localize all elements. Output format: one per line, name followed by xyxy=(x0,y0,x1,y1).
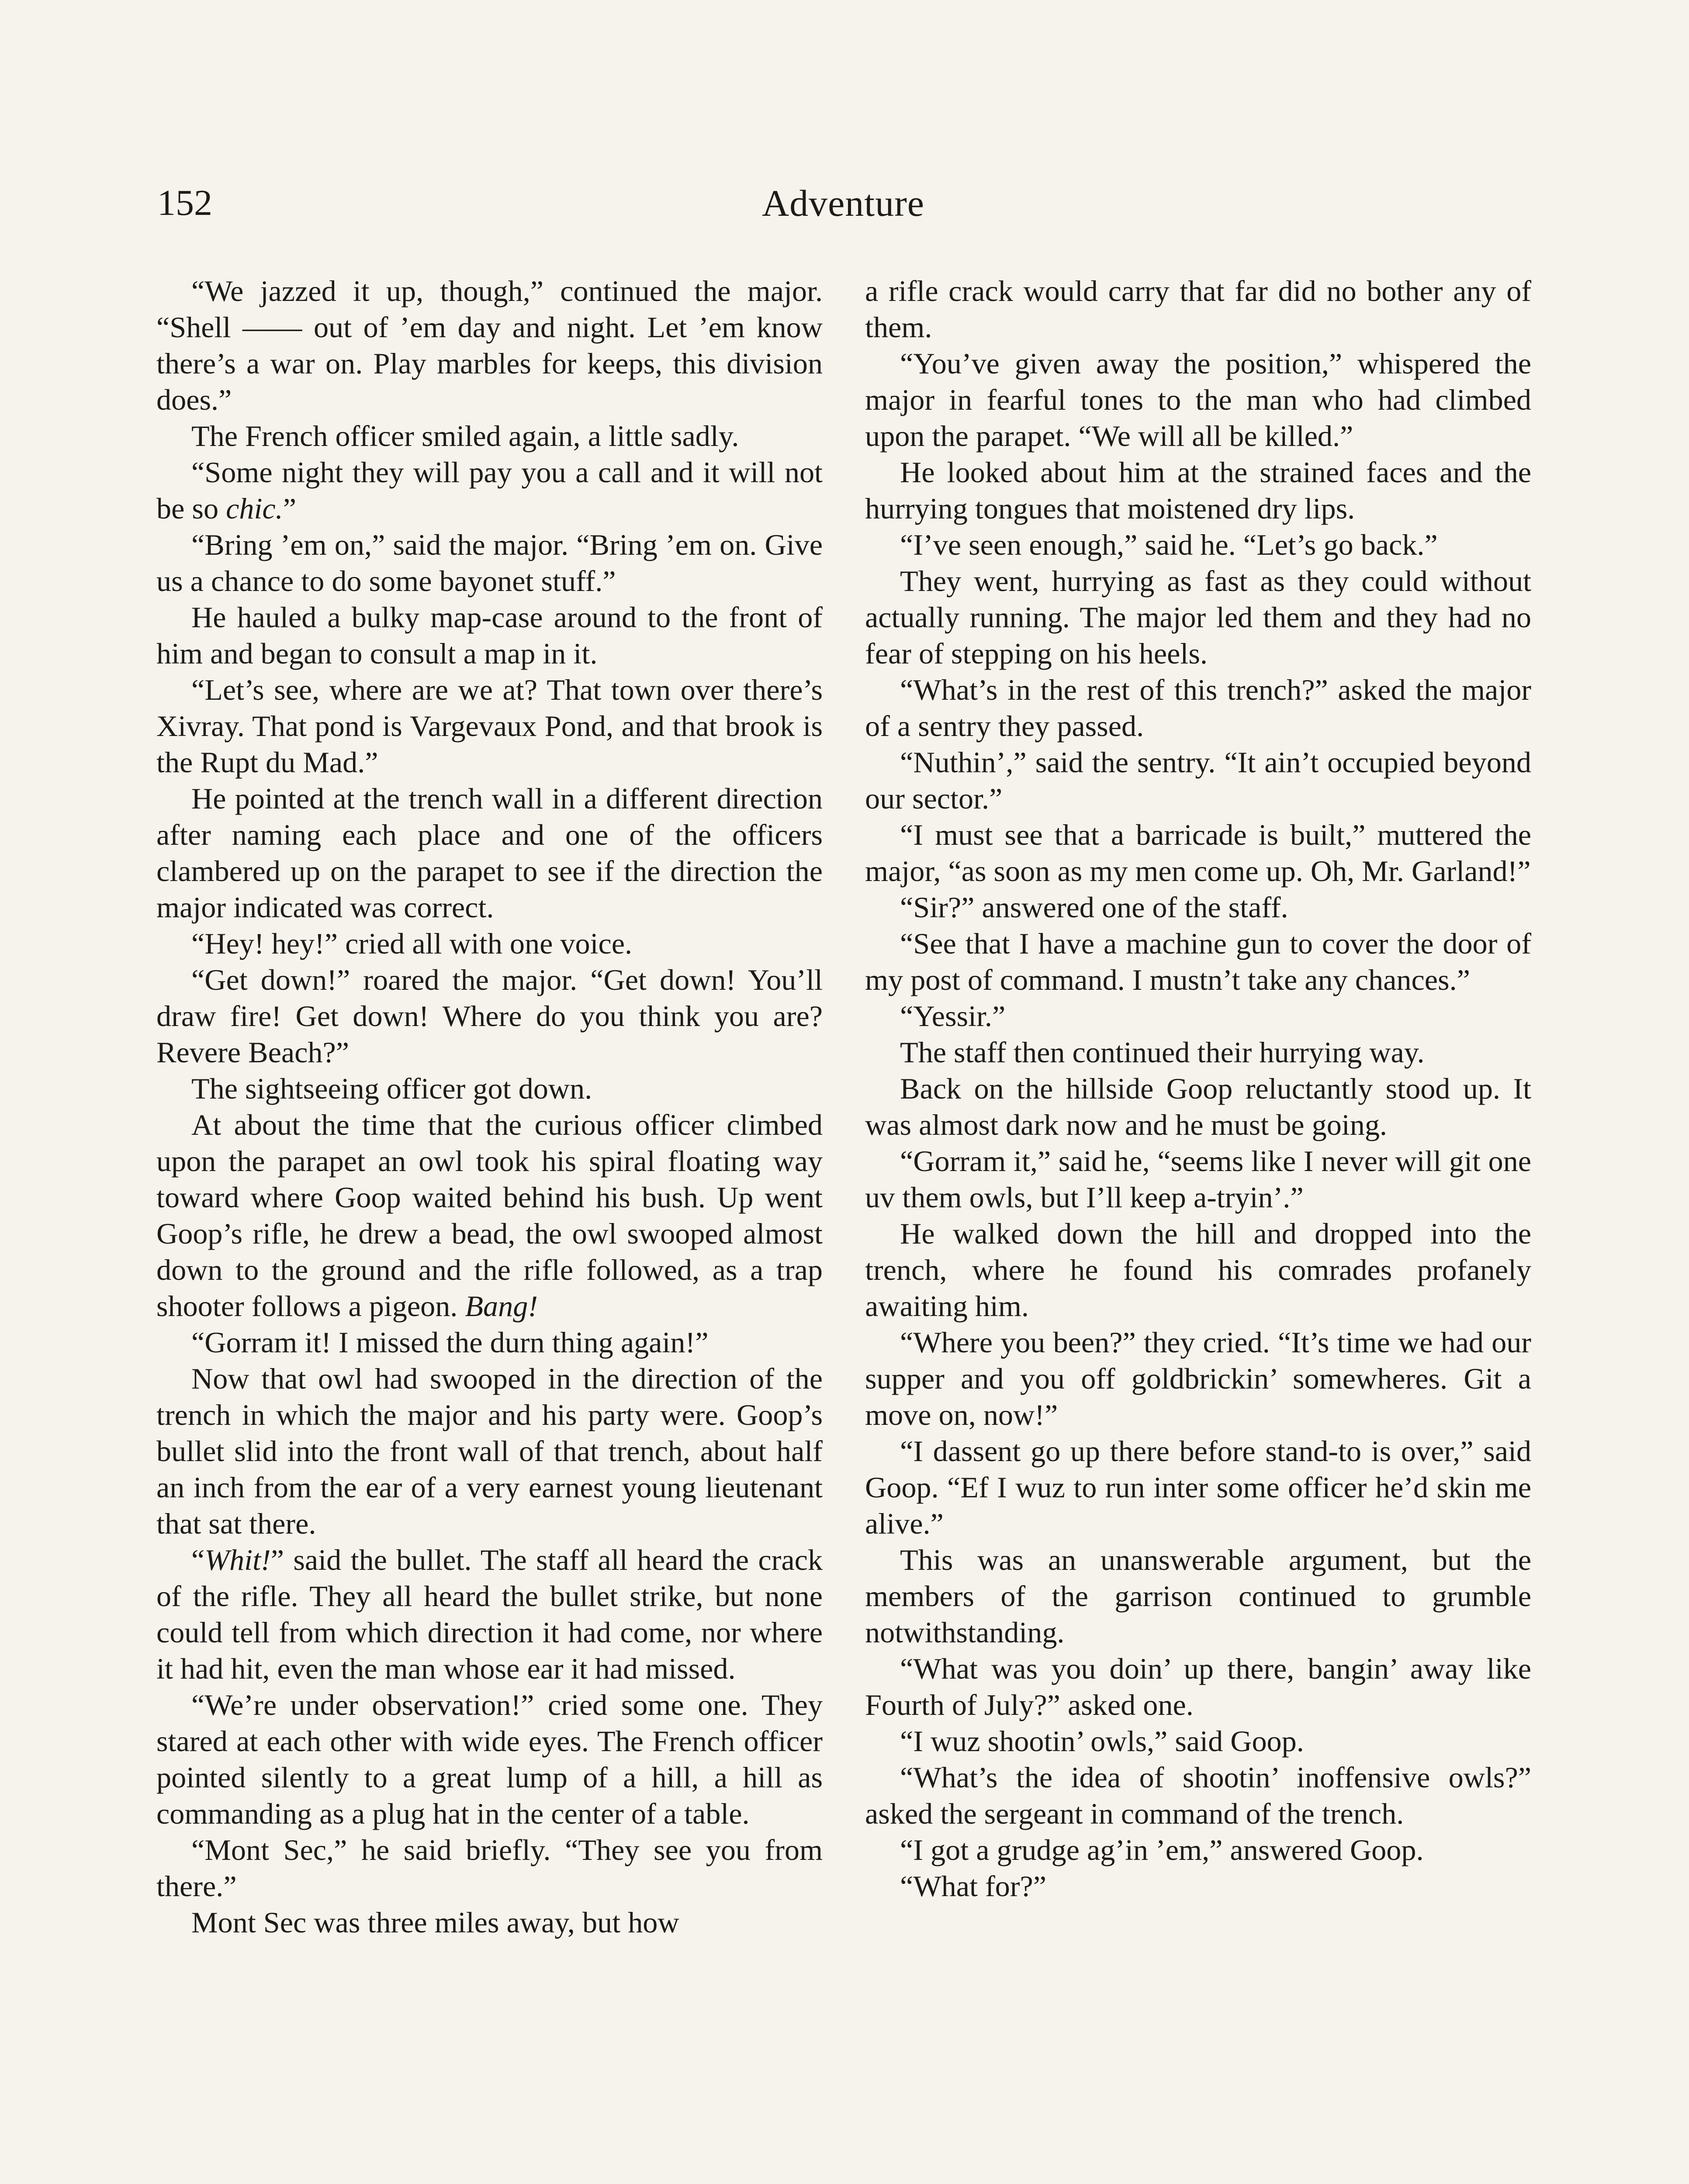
paragraph: “Nuthin’,” said the sentry. “It ain’t occupied beyond our sector.” xyxy=(865,746,1531,815)
paragraph: Back on the hillside Goop reluctantly stood up. It was almost dark now and he must be going. xyxy=(865,1072,1531,1141)
paragraph: He looked about him at the strained faces and the hurrying tongues that moistened dry lips. xyxy=(865,456,1531,525)
running-title: Adventure xyxy=(762,182,924,224)
paragraph: “Gorram it! I missed the durn thing again!” xyxy=(191,1326,709,1359)
paragraph: a rifle crack would carry that far did no bother any of them. xyxy=(865,274,1531,344)
paragraph: “See that I have a machine gun to cover the door of my post of command. I mustn’t take any chances.” xyxy=(865,927,1531,996)
paragraph: “Yessir.” xyxy=(900,999,1006,1033)
text-column-left xyxy=(156,273,823,1941)
paragraph: “What for?” xyxy=(900,1870,1047,1903)
paragraph: “Let’s see, where are we at? That town over there’s Xivray. That pond is Vargevaux Pond, and that brook is the Rupt du Mad.” xyxy=(156,673,823,779)
paragraph: “We’re under observation!” cried some one. They stared at each other with wide eyes. The French officer pointed silently to a great lump of a hill, a hill as commanding as a plug hat in the center of a table. xyxy=(156,1688,823,1830)
paragraph: “What’s in the rest of this trench?” asked the major of a sentry they passed. xyxy=(865,673,1531,743)
paragraph: The French officer smiled again, a little sadly. xyxy=(191,419,739,453)
italic-text: Whit! xyxy=(204,1543,271,1576)
paragraph: “Hey! hey!” cried all with one voice. xyxy=(191,927,633,960)
page-header xyxy=(157,175,1529,232)
text-column-right xyxy=(865,273,1531,1904)
text-run: ” xyxy=(283,492,296,525)
paragraph: “You’ve given away the position,” whispered the major in fearful tones to the man who had climbed upon the parapet. “We will all be killed.” xyxy=(865,347,1531,453)
page-number: 152 xyxy=(157,183,212,223)
paragraph: He walked down the hill and dropped into the trench, where he found his comrades profanely awaiting him. xyxy=(865,1217,1531,1323)
paragraph: “Gorram it,” said he, “seems like I never will git one uv them owls, but I’ll keep a-tryin’.” xyxy=(865,1144,1531,1214)
paragraph: Mont Sec was three miles away, but how xyxy=(191,1906,679,1939)
paragraph: “I dassent go up there before stand-to is over,” said Goop. “Ef I wuz to run inter some officer he’d skin me alive.” xyxy=(865,1434,1531,1540)
italic-text: chic. xyxy=(226,492,283,525)
paragraph: “Get down!” roared the major. “Get down! You’ll draw fire! Get down! Where do you think you are? Revere Beach?” xyxy=(156,963,823,1069)
paragraph: “We jazzed it up, though,” continued the major. “Shell —— out of ’em day and night. Let ’em know there’s a war on. Play marbles for keeps, this division does.” xyxy=(156,274,823,416)
text-run: “ xyxy=(191,1543,205,1576)
paragraph: “Bring ’em on,” said the major. “Bring ’em on. Give us a chance to do some bayonet stuff.” xyxy=(156,528,823,598)
paragraph: “Sir?” answered one of the staff. xyxy=(900,891,1288,924)
italic-text: Bang! xyxy=(465,1289,538,1323)
paragraph: “I’ve seen enough,” said he. “Let’s go back.” xyxy=(900,528,1438,561)
paragraph: He hauled a bulky map-case around to the front of him and began to consult a map in it. xyxy=(156,601,823,670)
paragraph: Now that owl had swooped in the direction of the trench in which the major and his party were. Goop’s bullet slid into the front wall of that trench, about half an inch from the ear of a very earnest young lieutenant that sat there. xyxy=(156,1362,823,1540)
paragraph xyxy=(156,454,823,527)
paragraph: This was an unanswerable argument, but the members of the garrison continued to grumble notwithstanding. xyxy=(865,1543,1531,1649)
paragraph: He pointed at the trench wall in a different direction after naming each place and one of the officers clambered up on the parapet to see if the direction the major indicated was correct. xyxy=(156,782,823,924)
text-run: At about the time that the curious officer climbed upon the parapet an owl took his spiral floating way toward where Goop waited behind his bush. Up went Goop’s rifle, he drew a bead, the owl swooped almost down to the ground and the rifle followed, as a trap shooter follows a pigeon. xyxy=(156,1108,823,1323)
paragraph xyxy=(156,1107,823,1324)
paragraph: “I wuz shootin’ owls,” said Goop. xyxy=(900,1724,1304,1758)
text-run: ” said the bullet. The staff all heard the crack of the rifle. They all heard the bullet strike, but none could tell from which direction it had come, nor where it had hit, even the man whose ear it had missed. xyxy=(156,1543,823,1685)
paragraph: “I got a grudge ag’in ’em,” answered Goop. xyxy=(900,1833,1424,1866)
paragraph: The staff then continued their hurrying way. xyxy=(900,1036,1425,1069)
paragraph: They went, hurrying as fast as they could without actually running. The major led them and they had no fear of stepping on his heels. xyxy=(865,564,1531,670)
paragraph: “Where you been?” they cried. “It’s time we had our supper and you off goldbrickin’ somewheres. Git a move on, now!” xyxy=(865,1326,1531,1431)
paragraph: “Mont Sec,” he said briefly. “They see you from there.” xyxy=(156,1833,823,1903)
paragraph: The sightseeing officer got down. xyxy=(191,1072,592,1105)
paragraph: “What was you doin’ up there, bangin’ away like Fourth of July?” asked one. xyxy=(865,1652,1531,1721)
paragraph xyxy=(156,1542,823,1687)
paragraph: “I must see that a barricade is built,” muttered the major, “as soon as my men come up. Oh, Mr. Garland!” xyxy=(865,818,1531,888)
text-run: “Some night they will pay you a call and it will not be so xyxy=(156,456,823,525)
paragraph: “What’s the idea of shootin’ inoffensive owls?” asked the sergeant in command of the trench. xyxy=(865,1761,1531,1830)
